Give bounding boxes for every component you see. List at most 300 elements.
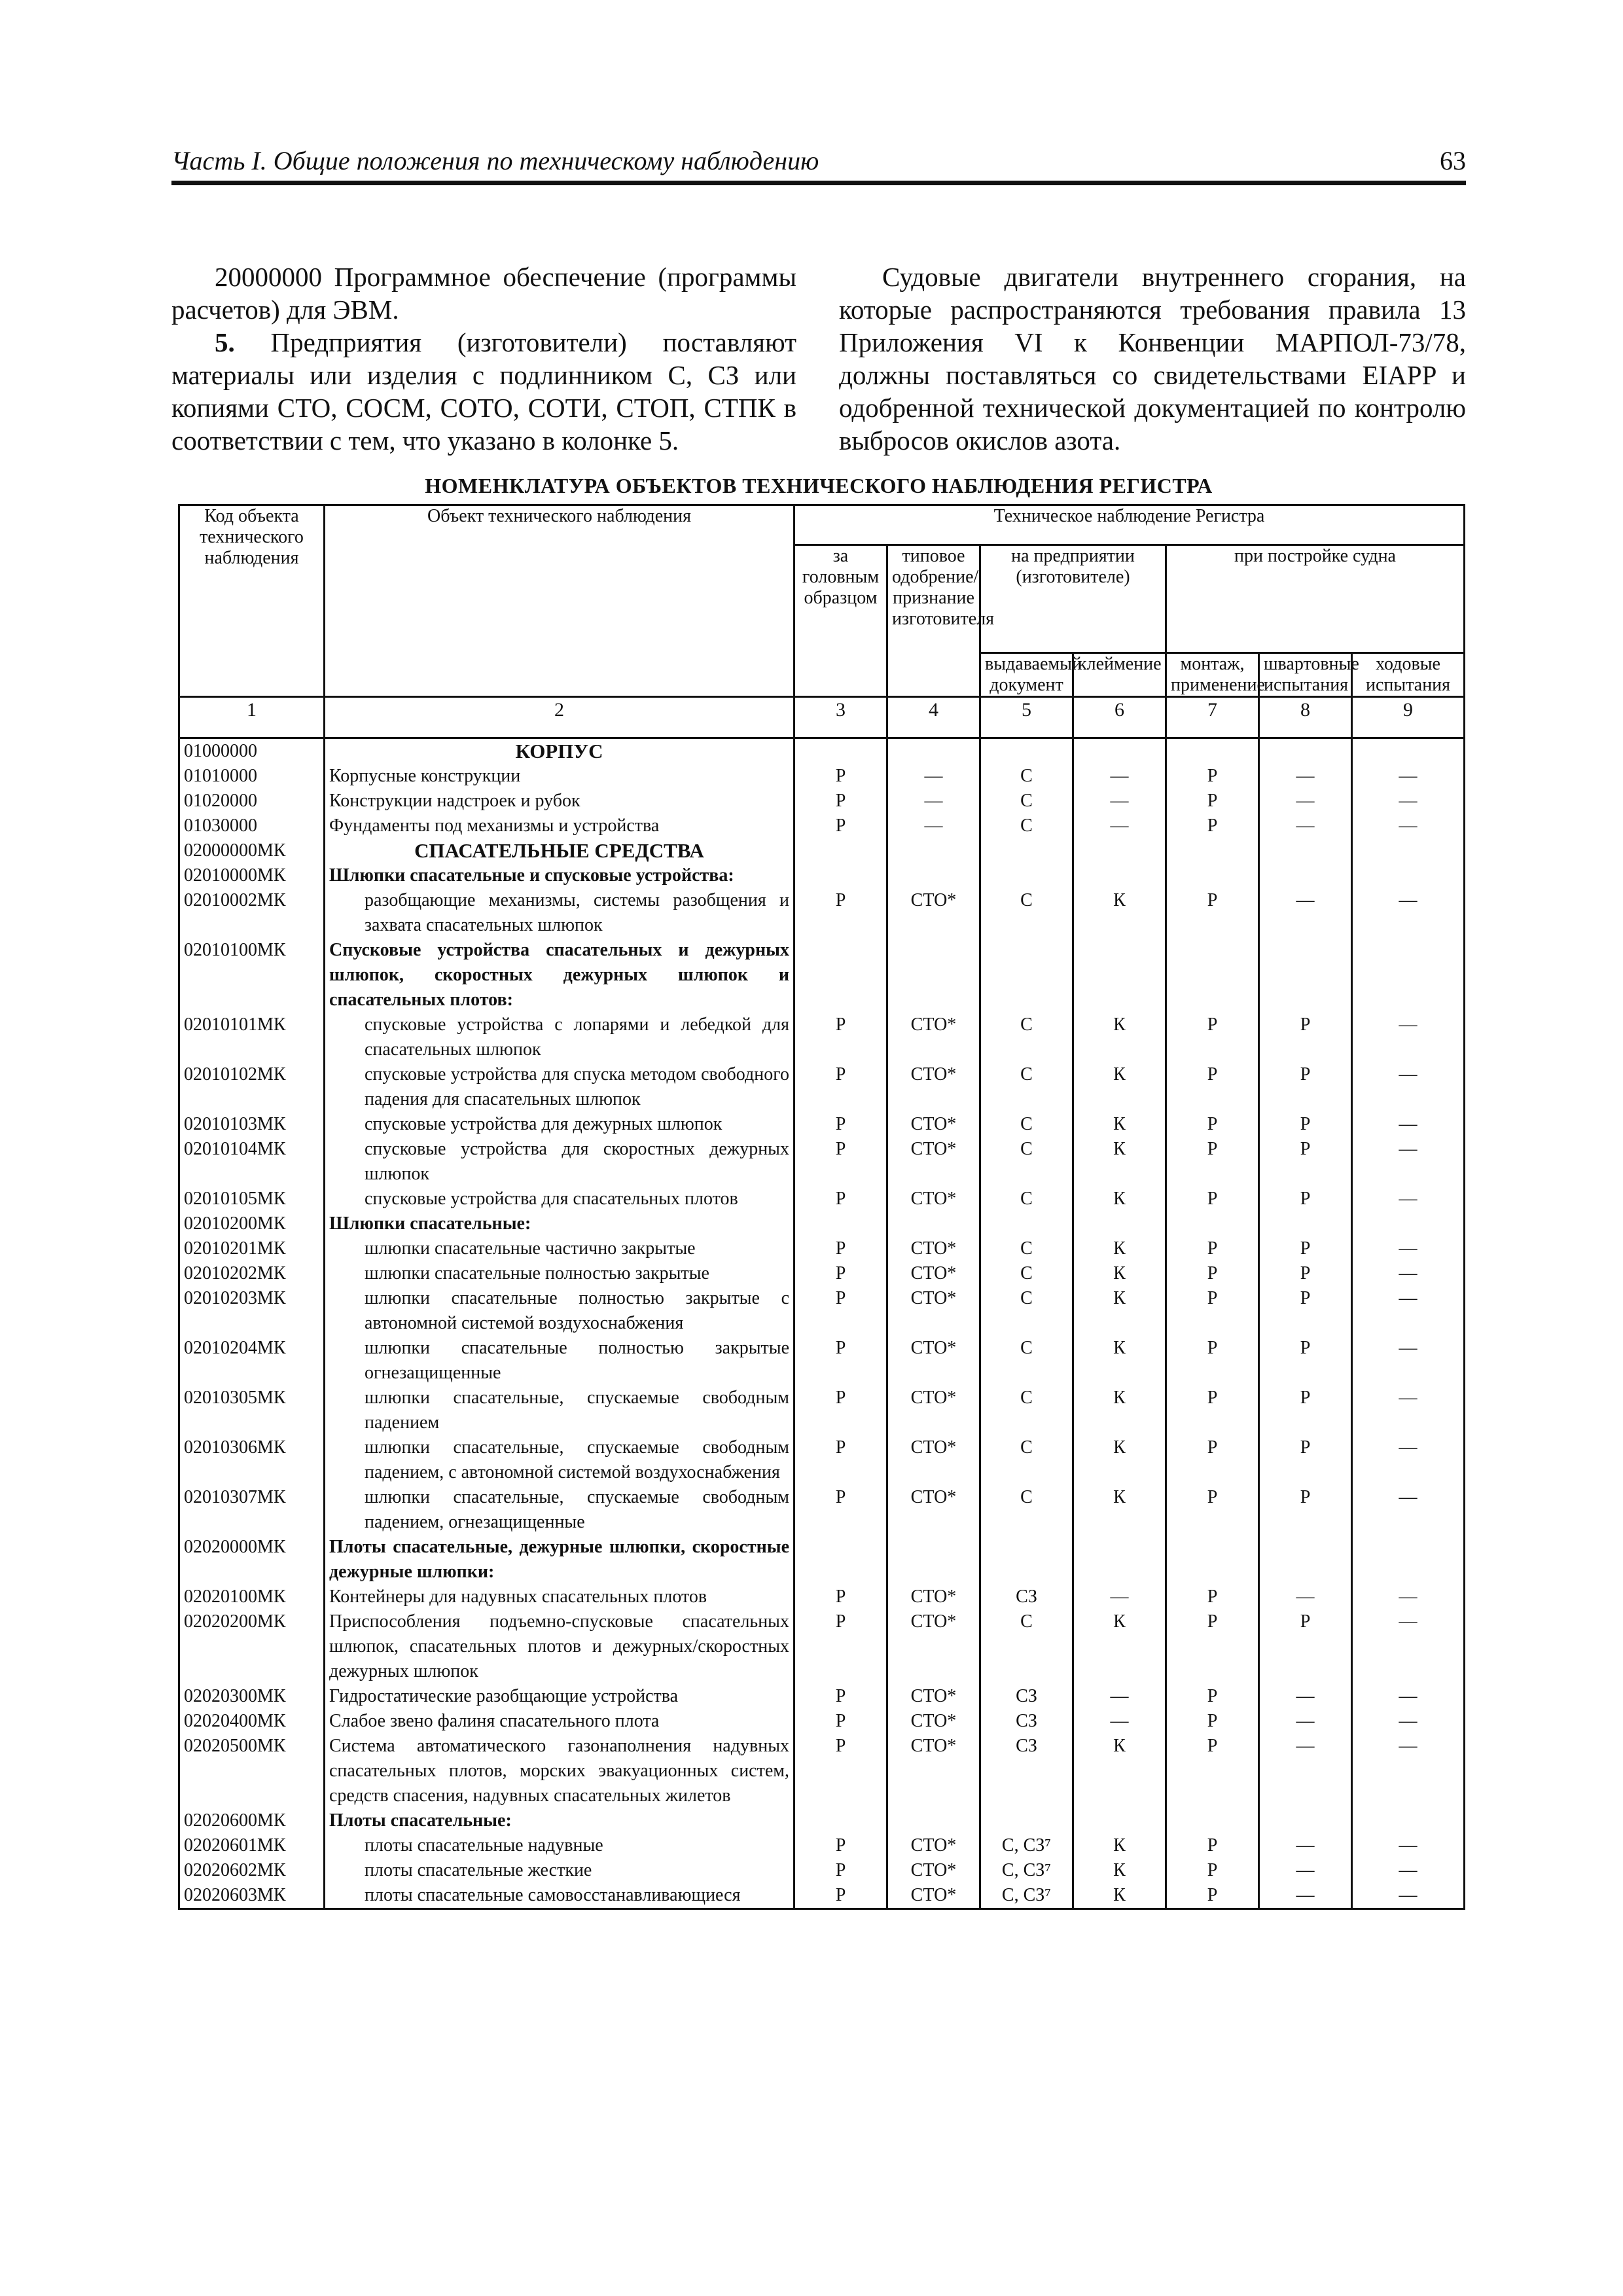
object-code-cell: 01020000 [179, 789, 325, 814]
sea-trials-cell: — [1352, 1062, 1465, 1112]
installation-cell: Р [1166, 1386, 1259, 1435]
object-code-cell: 02020603МК [179, 1883, 325, 1909]
object-code-cell: 02020200МК [179, 1609, 325, 1684]
mooring-tests-cell: — [1259, 1833, 1352, 1858]
installation-cell [1166, 863, 1259, 888]
object-name-cell: спусковые устройства для спуска методом свободного падения для спасательных шлюпок [325, 1062, 794, 1112]
stamping-cell: К [1073, 1062, 1166, 1112]
object-code-cell: 02010202МК [179, 1261, 325, 1286]
table-row [179, 1585, 1465, 1609]
issued-doc-cell: С [980, 1013, 1073, 1062]
stamping-cell [1073, 938, 1166, 1013]
issued-doc-cell [980, 938, 1073, 1013]
type-approval-cell: СТО* [887, 1013, 980, 1062]
installation-cell: Р [1166, 764, 1259, 789]
prototype-cell: Р [794, 1734, 887, 1808]
prototype-cell: Р [794, 1435, 887, 1485]
type-approval-cell: СТО* [887, 1858, 980, 1883]
object-code-cell: 02020000МК [179, 1535, 325, 1585]
issued-doc-cell [980, 1535, 1073, 1585]
table-row [179, 1187, 1465, 1211]
prototype-cell: Р [794, 1112, 887, 1137]
object-name-cell: Спусковые устройства спасательных и дежурных шлюпок, скоростных дежурных шлюпок и спасательных плотов: [325, 938, 794, 1013]
issued-doc-cell [980, 1211, 1073, 1236]
stamping-cell: — [1073, 764, 1166, 789]
object-name-cell: шлюпки спасательные, спускаемые свободным падением, огнезащищенные [325, 1485, 794, 1535]
prototype-cell [794, 738, 887, 764]
stamping-cell: К [1073, 1013, 1166, 1062]
table-row [179, 789, 1465, 814]
object-code-cell: 02010104МК [179, 1137, 325, 1187]
installation-cell: Р [1166, 1336, 1259, 1386]
installation-cell: Р [1166, 1609, 1259, 1684]
object-name-cell: спусковые устройства для дежурных шлюпок [325, 1112, 794, 1137]
type-approval-cell: СТО* [887, 1261, 980, 1286]
issued-doc-cell [980, 838, 1073, 863]
issued-doc-cell: С [980, 1485, 1073, 1535]
mooring-tests-cell: Р [1259, 1261, 1352, 1286]
sea-trials-cell: — [1352, 1286, 1465, 1336]
issued-doc-cell: С [980, 1187, 1073, 1211]
type-approval-cell: СТО* [887, 1734, 980, 1808]
type-approval-cell: СТО* [887, 1883, 980, 1909]
installation-cell [1166, 838, 1259, 863]
col-number: 6 [1073, 697, 1166, 738]
object-name-cell: Система автоматического газонаполнения надувных спасательных плотов, морских эвакуационных систем, средств спасения, надувных спасательных жилетов [325, 1734, 794, 1808]
table-row [179, 1858, 1465, 1883]
prototype-cell: Р [794, 888, 887, 938]
prototype-cell: Р [794, 1336, 887, 1386]
mooring-tests-cell: Р [1259, 1485, 1352, 1535]
type-approval-cell: СТО* [887, 1236, 980, 1261]
issued-doc-cell: С [980, 1236, 1073, 1261]
type-approval-cell: СТО* [887, 1609, 980, 1684]
issued-doc-cell: С [980, 1062, 1073, 1112]
installation-cell: Р [1166, 1585, 1259, 1609]
issued-doc-cell: С [980, 1386, 1073, 1435]
table-row [179, 1062, 1465, 1112]
mooring-tests-cell: Р [1259, 1062, 1352, 1112]
col-number: 2 [325, 697, 794, 738]
issued-doc-cell: С [980, 1609, 1073, 1684]
issued-doc-cell: С, СЗ⁷ [980, 1833, 1073, 1858]
object-code-cell: 02010105МК [179, 1187, 325, 1211]
type-approval-cell: СТО* [887, 1435, 980, 1485]
object-name-cell: шлюпки спасательные частично закрытые [325, 1236, 794, 1261]
type-approval-cell [887, 938, 980, 1013]
issued-doc-cell [980, 738, 1073, 764]
sea-trials-cell: — [1352, 888, 1465, 938]
object-code-cell: 02010000МК [179, 863, 325, 888]
table-row [179, 1013, 1465, 1062]
installation-cell: Р [1166, 1485, 1259, 1535]
installation-cell: Р [1166, 1435, 1259, 1485]
mooring-tests-cell: — [1259, 888, 1352, 938]
sea-trials-cell: — [1352, 814, 1465, 838]
installation-cell: Р [1166, 1734, 1259, 1808]
type-approval-cell: — [887, 764, 980, 789]
sea-trials-cell [1352, 938, 1465, 1013]
object-name-cell: Слабое звено фалиня спасательного плота [325, 1709, 794, 1734]
sea-trials-cell: — [1352, 1013, 1465, 1062]
sea-trials-cell: — [1352, 1734, 1465, 1808]
stamping-cell [1073, 1211, 1166, 1236]
stamping-cell: К [1073, 1485, 1166, 1535]
object-code-cell: 02020601МК [179, 1833, 325, 1858]
table-row [179, 838, 1465, 863]
installation-cell: Р [1166, 814, 1259, 838]
stamping-cell: — [1073, 1585, 1166, 1609]
installation-cell [1166, 738, 1259, 764]
object-code-cell: 02020602МК [179, 1858, 325, 1883]
mooring-tests-cell: Р [1259, 1112, 1352, 1137]
mooring-tests-cell: Р [1259, 1286, 1352, 1336]
prototype-cell [794, 1211, 887, 1236]
object-code-cell: 01000000 [179, 738, 325, 764]
mooring-tests-cell: — [1259, 1684, 1352, 1709]
intro-paragraph [171, 326, 796, 457]
installation-cell: Р [1166, 1062, 1259, 1112]
object-name-cell: Шлюпки спасательные: [325, 1211, 794, 1236]
installation-cell [1166, 1808, 1259, 1833]
sea-trials-cell: — [1352, 1187, 1465, 1211]
prototype-cell: Р [794, 1386, 887, 1435]
installation-cell: Р [1166, 1286, 1259, 1336]
installation-cell: Р [1166, 1236, 1259, 1261]
sea-trials-cell [1352, 738, 1465, 764]
object-name-cell: спусковые устройства с лопарями и лебедкой для спасательных шлюпок [325, 1013, 794, 1062]
table-row [179, 814, 1465, 838]
object-name-cell: Фундаменты под механизмы и устройства [325, 814, 794, 838]
sea-trials-cell: — [1352, 1112, 1465, 1137]
object-name-cell: Гидростатические разобщающие устройства [325, 1684, 794, 1709]
issued-doc-cell: С [980, 764, 1073, 789]
prototype-cell: Р [794, 1013, 887, 1062]
object-code-cell: 02010305МК [179, 1386, 325, 1435]
prototype-cell: Р [794, 1858, 887, 1883]
installation-cell: Р [1166, 1709, 1259, 1734]
installation-cell: Р [1166, 1684, 1259, 1709]
table-body [179, 738, 1465, 1909]
table-row [179, 1211, 1465, 1236]
section-heading-cell: СПАСАТЕЛЬНЫЕ СРЕДСТВА [325, 838, 794, 863]
sea-trials-cell: — [1352, 1883, 1465, 1909]
col-header-type-approval: типовое одобрение/признание изготовителя [887, 545, 980, 697]
installation-cell [1166, 938, 1259, 1013]
prototype-cell: Р [794, 1137, 887, 1187]
object-code-cell: 02000000МК [179, 838, 325, 863]
object-name-cell: шлюпки спасательные, спускаемые свободным падением [325, 1386, 794, 1435]
col-header-code: Код объекта технического наблюдения [179, 505, 325, 697]
prototype-cell: Р [794, 1609, 887, 1684]
mooring-tests-cell: Р [1259, 1236, 1352, 1261]
prototype-cell [794, 938, 887, 1013]
mooring-tests-cell [1259, 838, 1352, 863]
stamping-cell [1073, 863, 1166, 888]
col-header-stamping: клеймение [1073, 653, 1166, 697]
table-row [179, 764, 1465, 789]
table-row [179, 1684, 1465, 1709]
table-row [179, 1336, 1465, 1386]
col-number: 9 [1352, 697, 1465, 738]
type-approval-cell: — [887, 789, 980, 814]
stamping-cell: К [1073, 1435, 1166, 1485]
installation-cell: Р [1166, 888, 1259, 938]
stamping-cell: К [1073, 1833, 1166, 1858]
object-name-cell: Корпусные конструкции [325, 764, 794, 789]
table-row [179, 863, 1465, 888]
stamping-cell: К [1073, 1386, 1166, 1435]
table-row [179, 1734, 1465, 1808]
issued-doc-cell: С, СЗ⁷ [980, 1858, 1073, 1883]
object-name-cell: Контейнеры для надувных спасательных плотов [325, 1585, 794, 1609]
installation-cell [1166, 1211, 1259, 1236]
mooring-tests-cell [1259, 863, 1352, 888]
prototype-cell: Р [794, 1485, 887, 1535]
sea-trials-cell [1352, 1808, 1465, 1833]
object-code-cell: 02010101МК [179, 1013, 325, 1062]
prototype-cell: Р [794, 814, 887, 838]
object-name-cell: шлюпки спасательные полностью закрытые с автономной системой воздухоснабжения [325, 1286, 794, 1336]
col-number: 8 [1259, 697, 1352, 738]
installation-cell: Р [1166, 1112, 1259, 1137]
issued-doc-cell [980, 863, 1073, 888]
stamping-cell: К [1073, 1261, 1166, 1286]
stamping-cell: К [1073, 1236, 1166, 1261]
issued-doc-cell: С [980, 888, 1073, 938]
mooring-tests-cell: — [1259, 1734, 1352, 1808]
col-header-object: Объект технического наблюдения [325, 505, 794, 697]
sea-trials-cell: — [1352, 1485, 1465, 1535]
col-header-prototype: за головным образцом [794, 545, 887, 697]
issued-doc-cell: СЗ [980, 1684, 1073, 1709]
sea-trials-cell: — [1352, 1585, 1465, 1609]
type-approval-cell: СТО* [887, 1833, 980, 1858]
type-approval-cell [887, 863, 980, 888]
installation-cell: Р [1166, 1187, 1259, 1211]
issued-doc-cell: СЗ [980, 1734, 1073, 1808]
mooring-tests-cell: Р [1259, 1609, 1352, 1684]
object-name-cell: плоты спасательные надувные [325, 1833, 794, 1858]
object-name-cell: спусковые устройства для спасательных плотов [325, 1187, 794, 1211]
intro-paragraph: Судовые двигатели внутреннего сгорания, на которые распространяются требования правила 13 Приложения VI к Конвенции МАРПОЛ-73/78, должны поставляться со свидетельствами EIAPP и одобренной технической документацией по контролю выбросов окислов азота. [839, 262, 1466, 456]
table-row [179, 1112, 1465, 1137]
col-number: 1 [179, 697, 325, 738]
mooring-tests-cell: — [1259, 1883, 1352, 1909]
mooring-tests-cell: Р [1259, 1336, 1352, 1386]
type-approval-cell: СТО* [887, 1709, 980, 1734]
stamping-cell: — [1073, 814, 1166, 838]
stamping-cell [1073, 1535, 1166, 1585]
object-name-cell: Конструкции надстроек и рубок [325, 789, 794, 814]
type-approval-cell: СТО* [887, 1137, 980, 1187]
type-approval-cell [887, 1808, 980, 1833]
object-name-cell: плоты спасательные жесткие [325, 1858, 794, 1883]
type-approval-cell: СТО* [887, 1112, 980, 1137]
installation-cell: Р [1166, 789, 1259, 814]
page-number: 63 [1440, 146, 1466, 175]
col-number: 3 [794, 697, 887, 738]
object-code-cell: 02020500МК [179, 1734, 325, 1808]
stamping-cell: К [1073, 888, 1166, 938]
object-name-cell: Плоты спасательные: [325, 1808, 794, 1833]
table-row [179, 1535, 1465, 1585]
prototype-cell [794, 1808, 887, 1833]
table-row [179, 1808, 1465, 1833]
object-code-cell: 02010201МК [179, 1236, 325, 1261]
mooring-tests-cell: — [1259, 1585, 1352, 1609]
sea-trials-cell [1352, 838, 1465, 863]
col-number: 7 [1166, 697, 1259, 738]
col-header-installation: монтаж, применение [1166, 653, 1259, 697]
type-approval-cell: СТО* [887, 1062, 980, 1112]
object-code-cell: 02010100МК [179, 938, 325, 1013]
col-header-at-construction: при постройке судна [1166, 545, 1465, 653]
issued-doc-cell: СЗ [980, 1585, 1073, 1609]
sea-trials-cell: — [1352, 1609, 1465, 1684]
type-approval-cell: — [887, 814, 980, 838]
type-approval-cell: СТО* [887, 888, 980, 938]
issued-doc-cell: С [980, 1435, 1073, 1485]
issued-doc-cell: С [980, 1137, 1073, 1187]
mooring-tests-cell: — [1259, 764, 1352, 789]
installation-cell: Р [1166, 1833, 1259, 1858]
mooring-tests-cell: Р [1259, 1187, 1352, 1211]
sea-trials-cell: — [1352, 1386, 1465, 1435]
stamping-cell: К [1073, 1858, 1166, 1883]
installation-cell: Р [1166, 1013, 1259, 1062]
col-header-mooring-tests: швартовные испытания [1259, 653, 1352, 697]
header-title: Часть I. Общие положения по техническому наблюдению [171, 146, 819, 175]
prototype-cell: Р [794, 1585, 887, 1609]
prototype-cell: Р [794, 1187, 887, 1211]
issued-doc-cell [980, 1808, 1073, 1833]
mooring-tests-cell [1259, 738, 1352, 764]
type-approval-cell: СТО* [887, 1187, 980, 1211]
type-approval-cell [887, 738, 980, 764]
object-code-cell: 02010200МК [179, 1211, 325, 1236]
object-name-cell: шлюпки спасательные полностью закрытые огнезащищенные [325, 1336, 794, 1386]
prototype-cell: Р [794, 1833, 887, 1858]
table-row [179, 1709, 1465, 1734]
issued-doc-cell: С [980, 814, 1073, 838]
object-code-cell: 02020300МК [179, 1684, 325, 1709]
object-name-cell: спусковые устройства для скоростных дежурных шлюпок [325, 1137, 794, 1187]
type-approval-cell: СТО* [887, 1336, 980, 1386]
table-row [179, 888, 1465, 938]
type-approval-cell [887, 838, 980, 863]
type-approval-cell: СТО* [887, 1386, 980, 1435]
object-code-cell: 02010103МК [179, 1112, 325, 1137]
stamping-cell: К [1073, 1187, 1166, 1211]
object-code-cell: 02010204МК [179, 1336, 325, 1386]
prototype-cell: Р [794, 789, 887, 814]
table-row [179, 1286, 1465, 1336]
intro-paragraph: 20000000 Программное обеспечение (программы расчетов) для ЭВМ. [171, 262, 796, 325]
sea-trials-cell: — [1352, 1336, 1465, 1386]
table-row [179, 938, 1465, 1013]
issued-doc-cell: С [980, 1336, 1073, 1386]
col-header-sea-trials: ходовые испытания [1352, 653, 1465, 697]
stamping-cell: К [1073, 1609, 1166, 1684]
col-header-issued-doc: выдаваемый документ [980, 653, 1073, 697]
sea-trials-cell: — [1352, 1137, 1465, 1187]
prototype-cell: Р [794, 1261, 887, 1286]
object-code-cell: 01030000 [179, 814, 325, 838]
sea-trials-cell [1352, 1211, 1465, 1236]
issued-doc-cell: С [980, 1112, 1073, 1137]
stamping-cell: К [1073, 1883, 1166, 1909]
stamping-cell: — [1073, 789, 1166, 814]
issued-doc-cell: С [980, 1286, 1073, 1336]
object-code-cell: 02010102МК [179, 1062, 325, 1112]
object-name-cell: Приспособления подъемно-спусковые спасательных шлюпок, спасательных плотов и дежурных/скоростных дежурных шлюпок [325, 1609, 794, 1684]
object-name-cell: разобщающие механизмы, системы разобщения и захвата спасательных шлюпок [325, 888, 794, 938]
stamping-cell: — [1073, 1709, 1166, 1734]
mooring-tests-cell: Р [1259, 1435, 1352, 1485]
mooring-tests-cell: Р [1259, 1013, 1352, 1062]
prototype-cell: Р [794, 1062, 887, 1112]
mooring-tests-cell [1259, 938, 1352, 1013]
stamping-cell: К [1073, 1137, 1166, 1187]
type-approval-cell: СТО* [887, 1485, 980, 1535]
mooring-tests-cell: — [1259, 814, 1352, 838]
col-number: 5 [980, 697, 1073, 738]
table-row [179, 1485, 1465, 1535]
issued-doc-cell: С, СЗ⁷ [980, 1883, 1073, 1909]
installation-cell [1166, 1535, 1259, 1585]
col-header-at-manufacturer: на предприятии (изготовителе) [980, 545, 1166, 653]
prototype-cell [794, 838, 887, 863]
installation-cell: Р [1166, 1858, 1259, 1883]
running-header [171, 144, 1466, 185]
object-code-cell: 02020100МК [179, 1585, 325, 1609]
prototype-cell: Р [794, 1684, 887, 1709]
sea-trials-cell: — [1352, 1858, 1465, 1883]
sea-trials-cell: — [1352, 1684, 1465, 1709]
sea-trials-cell: — [1352, 1236, 1465, 1261]
table-row [179, 1236, 1465, 1261]
type-approval-cell: СТО* [887, 1684, 980, 1709]
mooring-tests-cell: — [1259, 789, 1352, 814]
installation-cell: Р [1166, 1137, 1259, 1187]
prototype-cell [794, 863, 887, 888]
sea-trials-cell [1352, 863, 1465, 888]
prototype-cell: Р [794, 1883, 887, 1909]
mooring-tests-cell [1259, 1535, 1352, 1585]
object-name-cell: плоты спасательные самовосстанавливающиеся [325, 1883, 794, 1909]
table-row [179, 1833, 1465, 1858]
sea-trials-cell: — [1352, 1709, 1465, 1734]
prototype-cell: Р [794, 1236, 887, 1261]
table-header [179, 505, 1465, 738]
intro-right-column [839, 260, 1466, 457]
table-row [179, 1261, 1465, 1286]
type-approval-cell [887, 1535, 980, 1585]
paragraph-text: Предприятия (изготовители) поставляют материалы или изделия с подлинником С, СЗ или копиями СТО, СОСМ, СОТО, СОТИ, СТОП, СТПК в соответствии с тем, что указано в колонке 5. [171, 327, 796, 456]
object-code-cell: 01010000 [179, 764, 325, 789]
object-code-cell: 02020600МК [179, 1808, 325, 1833]
issued-doc-cell: СЗ [980, 1709, 1073, 1734]
sea-trials-cell: — [1352, 764, 1465, 789]
mooring-tests-cell: Р [1259, 1137, 1352, 1187]
object-code-cell: 02010002МК [179, 888, 325, 938]
stamping-cell: К [1073, 1112, 1166, 1137]
stamping-cell: — [1073, 1684, 1166, 1709]
col-number: 4 [887, 697, 980, 738]
intro-left-column [171, 260, 796, 457]
issued-doc-cell: С [980, 789, 1073, 814]
